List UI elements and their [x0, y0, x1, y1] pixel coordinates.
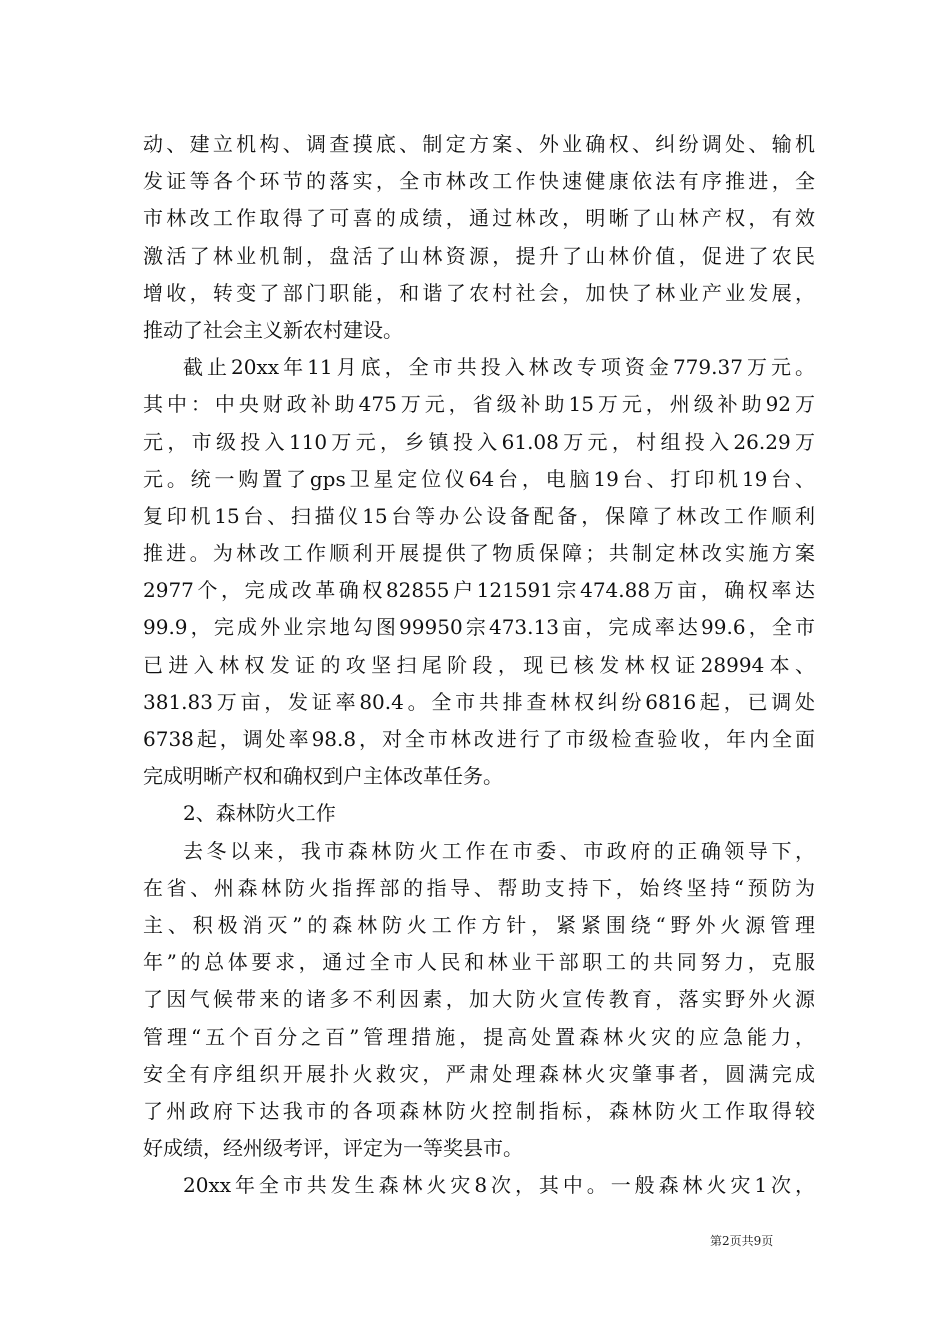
- text-line: 在省、州森林防火指挥部的指导、帮助支持下，始终坚持“预防为: [143, 875, 815, 900]
- text-line: 其中：中央财政补助475万元，省级补助15万元，州级补助92万: [143, 392, 815, 417]
- paragraph-first-line: 2、森林防火工作: [183, 801, 336, 826]
- text-line: 元。统一购置了gps卫星定位仪64台，电脑19台、打印机19台、: [143, 466, 815, 491]
- text-line: 安全有序组织开展扑火救灾，严肃处理森林火灾肇事者，圆满完成: [143, 1061, 815, 1086]
- text-line: 推动了社会主义新农村建设。: [143, 317, 403, 342]
- text-line: 复印机15台、扫描仪15台等办公设备配备，保障了林改工作顺利: [143, 503, 815, 528]
- text-line: 了州政府下达我市的各项森林防火控制指标，森林防火工作取得较: [143, 1098, 815, 1123]
- text-line: 元，市级投入110万元，乡镇投入61.08万元，村组投入26.29万: [143, 429, 815, 454]
- text-line: 推进。为林改工作顺利开展提供了物质保障；共制定林改实施方案: [143, 541, 815, 566]
- document-body: [143, 126, 815, 1204]
- text-line: 好成绩，经州级考评，评定为一等奖县市。: [143, 1136, 523, 1161]
- paragraph-first-line: 去冬以来，我市森林防火工作在市委、市政府的正确领导下，: [183, 838, 815, 863]
- text-line: 市林改工作取得了可喜的成绩，通过林改，明晰了山林产权，有效: [143, 206, 815, 231]
- text-line: 完成明晰产权和确权到户主体改革任务。: [143, 764, 503, 789]
- text-line: 增收，转变了部门职能，和谐了农村社会，加快了林业产业发展，: [143, 280, 815, 305]
- text-line: 已进入林权发证的攻坚扫尾阶段，现已核发林权证28994本、: [143, 652, 815, 677]
- page-number: 第2页共9页: [710, 1234, 774, 1248]
- text-line: 2977个，完成改革确权82855户121591宗474.88万亩，确权率达: [143, 578, 815, 603]
- paragraph-first-line: 20xx年全市共发生森林火灾8次，其中。一般森林火灾1次，: [183, 1173, 815, 1198]
- text-line: 6738起，调处率98.8，对全市林改进行了市级检查验收，年内全面: [143, 727, 815, 751]
- text-line: 主、积极消灭”的森林防火工作方针，紧紧围绕“野外火源管理: [143, 912, 815, 937]
- paragraph-first-line: 截止20xx年11月底，全市共投入林改专项资金779.37万元。: [183, 355, 815, 380]
- text-line: 发证等各个环节的落实，全市林改工作快速健康依法有序推进，全: [143, 169, 815, 194]
- text-line: 管理“五个百分之百”管理措施，提高处置森林火灾的应急能力，: [143, 1024, 815, 1049]
- text-line: 激活了林业机制，盘活了山林资源，提升了山林价值，促进了农民: [143, 243, 815, 268]
- text-line: 了因气候带来的诸多不利因素，加大防火宣传教育，落实野外火源: [143, 987, 815, 1012]
- text-line: 动、建立机构、调查摸底、制定方案、外业确权、纠纷调处、输机: [143, 132, 815, 156]
- text-line: 年”的总体要求，通过全市人民和林业干部职工的共同努力，克服: [143, 950, 815, 975]
- text-line: 381.83万亩，发证率80.4。全市共排查林权纠纷6816起，已调处: [143, 689, 815, 714]
- text-line: 99.9，完成外业宗地勾图99950宗473.13亩，完成率达99.6，全市: [143, 615, 815, 640]
